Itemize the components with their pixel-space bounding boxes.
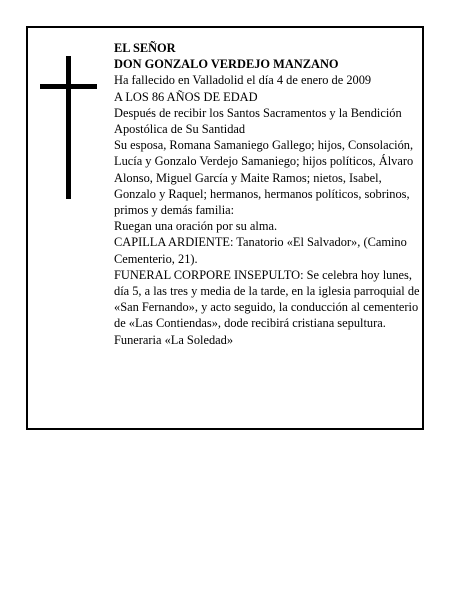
- obituary-notice: [26, 26, 424, 430]
- prayer-request: Ruegan una oración por su alma.: [114, 219, 278, 234]
- obituary-title: EL SEÑOR: [114, 41, 176, 55]
- funeral-info: FUNERAL CORPORE INSEPULTO: Se celebra hoy lunes, día 5, a las tres y media de la tarde, en la iglesia parroquial de «San Fernando», y acto seguido, la conducción al cementerio de «Las Contiendas», dode recibirá cristiana sepultura.: [114, 267, 420, 331]
- cross-vertical-bar: [66, 56, 71, 199]
- obituary-text: [114, 40, 420, 348]
- chapel-info: CAPILLA ARDIENTE: Tanatorio «El Salvador», (Camino Cementerio, 21).: [114, 235, 407, 266]
- age-statement: A LOS 86 AÑOS DE EDAD: [114, 89, 258, 104]
- family-list: Su esposa, Romana Samaniego Gallego; hijos, Consolación, Lucía y Gonzalo Verdejo Samaniego; hijos políticos, Álvaro Alonso, Miguel García y Maite Ramos; nietos, Isabel, Gonzalo y Raquel; hermanos, hermanos políticos, sobrinos, primos y demás familia:: [114, 138, 414, 218]
- death-statement: Ha fallecido en Valladolid el día 4 de enero de 2009: [114, 73, 372, 88]
- sacraments-statement: Después de recibir los Santos Sacramentos y la Bendición Apostólica de Su Santidad: [114, 105, 402, 137]
- cross-horizontal-bar: [40, 84, 97, 89]
- funeral-home: Funeraria «La Soledad»: [114, 332, 234, 347]
- deceased-name: DON GONZALO VERDEJO MANZANO: [114, 57, 339, 72]
- cross-icon: [40, 56, 97, 199]
